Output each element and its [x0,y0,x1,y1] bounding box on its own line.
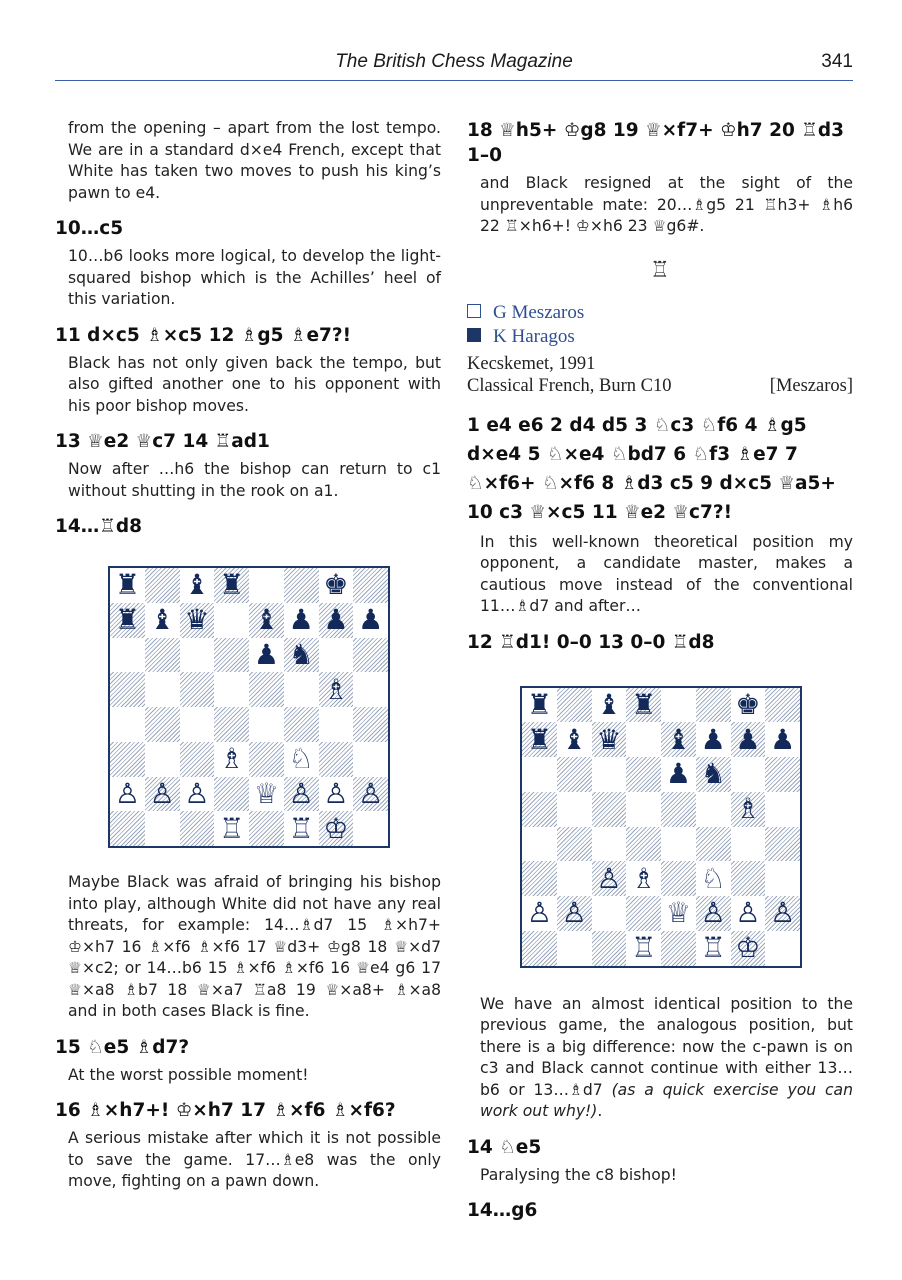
board-square [145,568,180,603]
move-heading: 18 ♕h5+ ♔g8 19 ♕×f7+ ♔h7 20 ♖d3 1–0 [467,120,844,166]
black-pawn-icon: ♟ [288,603,314,637]
white-rook-icon: ♖ [631,931,657,965]
board-square [214,603,249,638]
board-square [626,722,661,757]
board-square [592,757,627,792]
board-square [319,707,354,742]
board-square [214,638,249,673]
white-pawn-icon: ♙ [323,776,349,810]
paragraph-end: . [597,1102,603,1120]
board-square [110,707,145,742]
board-square [626,896,661,931]
black-knight-icon: ♞ [284,638,319,673]
black-bishop-icon: ♝ [184,568,210,602]
black-rook-icon: ♜ [110,603,145,638]
board-square [557,757,592,792]
paragraph: Maybe Black was afraid of bringing his bishop into play, although White did not have any real threats, for example: 14…♗d7 15 ♗×h7+ ♔×h7 16 ♗×f6 ♗×f6 17 ♕d3+ ♔g8 18 ♕×d7 ♕×c2; or 14…b6 15 ♗×f6 ♗×f6 16 ♕e4 g6 17 ♕×a8 ♗b7 18 ♕×a7 ♖a8 19 ♕×a8+ ♗×a8 and in both cases Black is fine. [68,873,441,1020]
white-king-icon: ♔ [319,811,354,846]
board-square [765,757,800,792]
board-square [110,742,145,777]
white-pawn-icon: ♙ [284,777,319,812]
black-pawn-icon: ♟ [770,722,796,756]
black-king-icon: ♚ [323,568,349,602]
white-pawn-icon: ♙ [557,896,592,931]
white-square-icon [467,304,481,318]
board-square [592,896,627,931]
board-square [180,638,215,673]
board-square [765,792,800,827]
move-heading: 11 d×c5 ♗×c5 12 ♗g5 ♗e7?! [55,324,352,346]
board-square [110,811,145,846]
white-pawn-icon: ♙ [353,777,388,812]
board-square [557,861,592,896]
move-heading: 14…♖d8 [55,516,142,537]
black-rook-icon: ♜ [214,568,249,603]
white-pawn-icon: ♙ [145,777,180,812]
rook-divider-icon: ♖ [650,257,670,283]
board-square [214,777,249,812]
board-square [592,931,627,966]
board-square [592,792,627,827]
black-rook-icon: ♜ [522,722,557,757]
board-square [353,811,388,846]
board-square [522,792,557,827]
board-square [557,827,592,862]
board-square [696,688,731,723]
move-heading: 1 e4 e6 2 d4 d5 3 ♘c3 ♘f6 4 ♗g5 d×e4 5 ♘×e4 ♘bd7 6 ♘f3 ♗e7 7 ♘×f6+ ♘×f6 8 ♗d3 c5 9 d×c5 ♕a5+ 10 c3 ♕×c5 11 ♕e2 ♕c7?! [467,414,836,523]
black-queen-icon: ♛ [180,603,215,638]
white-rook-icon: ♖ [219,811,245,845]
black-pawn-icon: ♟ [700,722,726,756]
board-square [353,568,388,603]
board-square [214,707,249,742]
black-pawn-icon: ♟ [319,603,354,638]
white-queen-icon: ♕ [253,776,279,810]
board-square [249,672,284,707]
event: Kecskemet, 1991 [467,353,596,374]
right-column [467,118,853,1228]
chess-diagram-right [520,686,802,968]
board-square [765,931,800,966]
board-square [765,688,800,723]
move-heading: 13 ♕e2 ♕c7 14 ♖ad1 [55,431,270,452]
board-square [214,672,249,707]
black-bishop-icon: ♝ [561,722,587,756]
black-rook-icon: ♜ [114,568,140,602]
move-heading: 14 ♘e5 [467,1136,542,1158]
board-square [661,931,696,966]
black-bishop-icon: ♝ [149,603,175,637]
paragraph: Paralysing the c8 bishop! [480,1165,677,1184]
white-queen-icon: ♕ [665,896,691,930]
black-bishop-icon: ♝ [249,603,284,638]
board-square [557,688,592,723]
white-pawn-icon: ♙ [696,896,731,931]
board-square [592,827,627,862]
board-square [522,931,557,966]
board-square [731,827,766,862]
board-square [626,792,661,827]
opening-line [467,375,853,397]
black-king-icon: ♚ [735,687,761,721]
paragraph: 10…b6 looks more logical, to develop the light-squared bishop which is the Achilles’ heel of this variation. [68,247,441,308]
board-square [284,707,319,742]
white-pawn-icon: ♙ [735,896,761,930]
black-bishop-icon: ♝ [661,722,696,757]
board-square [249,742,284,777]
board-square [765,861,800,896]
page-header [55,48,853,81]
board-square [731,861,766,896]
board-square [696,792,731,827]
black-queen-icon: ♛ [592,722,627,757]
black-square-icon [467,328,481,342]
board-square [249,811,284,846]
paragraph-italic: (as a quick exercise you can work out why!) [480,1080,853,1120]
paragraph: In this well-known theoretical position my opponent, a candidate master, makes a cautious move instead of the conventional 11…♗d7 and after… [480,532,853,615]
board-square [661,688,696,723]
board-square [661,827,696,862]
white-player-name: G Meszaros [493,301,585,323]
event-line [467,353,853,375]
magazine-title: The British Chess Magazine [335,51,573,72]
board-square [522,757,557,792]
board-square [180,742,215,777]
white-pawn-icon: ♙ [765,896,800,931]
white-bishop-icon: ♗ [631,861,657,895]
board-square [319,638,354,673]
board-square [319,742,354,777]
board-square [353,707,388,742]
black-rook-icon: ♜ [526,687,552,721]
paragraph: A serious mistake after which it is not possible to save the game. 17…♗e8 was the only move, fighting on a pawn down. [68,1129,441,1190]
board-square [557,931,592,966]
annotator: [Meszaros] [769,375,853,396]
board-square [353,742,388,777]
paragraph: Now after …h6 the bishop can return to c1 without shutting in the rook on a1. [68,460,441,500]
black-player-name: K Haragos [493,325,575,347]
board-square [180,672,215,707]
board-square [145,742,180,777]
board-square [731,757,766,792]
board-square [661,792,696,827]
board-square [626,827,661,862]
white-pawn-icon: ♙ [184,776,210,810]
paragraph: from the opening – apart from the lost tempo. We are in a standard d×e4 French, except that White has taken two moves to push his king’s pawn to e4. [68,119,441,202]
paragraph: Black has not only given back the tempo, but also gifted another one to his opponent with his poor bishop moves. [68,353,441,415]
board-square [145,707,180,742]
board-square [284,568,319,603]
board-square [284,672,319,707]
white-bishop-icon: ♗ [319,672,354,707]
paragraph [480,994,853,1123]
board-square [353,638,388,673]
move-heading: 10…c5 [55,218,124,239]
move-heading: 16 ♗×h7+! ♔×h7 17 ♗×f6 ♗×f6? [55,1100,396,1121]
board-square [557,792,592,827]
white-bishop-icon: ♗ [731,792,766,827]
black-pawn-icon: ♟ [665,757,691,791]
board-square [522,861,557,896]
board-square [249,707,284,742]
paragraph: and Black resigned at the sight of the unpreventable mate: 20…♗g5 21 ♖h3+ ♗h6 22 ♖×h6+! ♔×h6 23 ♕g6#. [480,174,853,235]
board-square [180,707,215,742]
black-pawn-icon: ♟ [253,637,279,671]
white-king-icon: ♔ [731,931,766,966]
board-square [661,861,696,896]
paragraph-text: We have an almost identical position to the previous game, the analogous position, but there is a big difference: now the c-pawn is on c3 and Black cannot continue with either 13…b6 or 13…♗d7 [480,994,853,1099]
white-knight-icon: ♘ [700,861,726,895]
white-rook-icon: ♖ [288,811,314,845]
board-square [626,757,661,792]
white-pawn-icon: ♙ [526,896,552,930]
move-heading: 15 ♘e5 ♗d7? [55,1036,190,1058]
white-bishop-icon: ♗ [219,742,245,776]
white-rook-icon: ♖ [700,931,726,965]
chess-diagram-left [108,566,390,848]
board-square [696,827,731,862]
move-heading: 14…g6 [467,1200,538,1221]
black-bishop-icon: ♝ [596,687,622,721]
white-knight-icon: ♘ [288,742,314,776]
opening: Classical French, Burn C10 [467,375,672,396]
board-square [249,568,284,603]
paragraph: At the worst possible moment! [68,1065,309,1084]
board-square [145,672,180,707]
board-square [353,672,388,707]
black-rook-icon: ♜ [626,688,661,723]
board-square [145,811,180,846]
board-square [110,638,145,673]
page-number: 341 [821,51,853,72]
black-pawn-icon: ♟ [358,603,384,637]
black-knight-icon: ♞ [696,757,731,792]
black-pawn-icon: ♟ [731,722,766,757]
black-player [467,325,853,349]
board-square [522,827,557,862]
board-square [145,638,180,673]
move-heading: 12 ♖d1! 0–0 13 0–0 ♖d8 [467,631,715,653]
board-square [765,827,800,862]
left-column [55,118,441,1205]
board-square [180,811,215,846]
white-pawn-icon: ♙ [592,861,627,896]
white-pawn-icon: ♙ [114,776,140,810]
board-square [110,672,145,707]
white-player [467,301,853,325]
